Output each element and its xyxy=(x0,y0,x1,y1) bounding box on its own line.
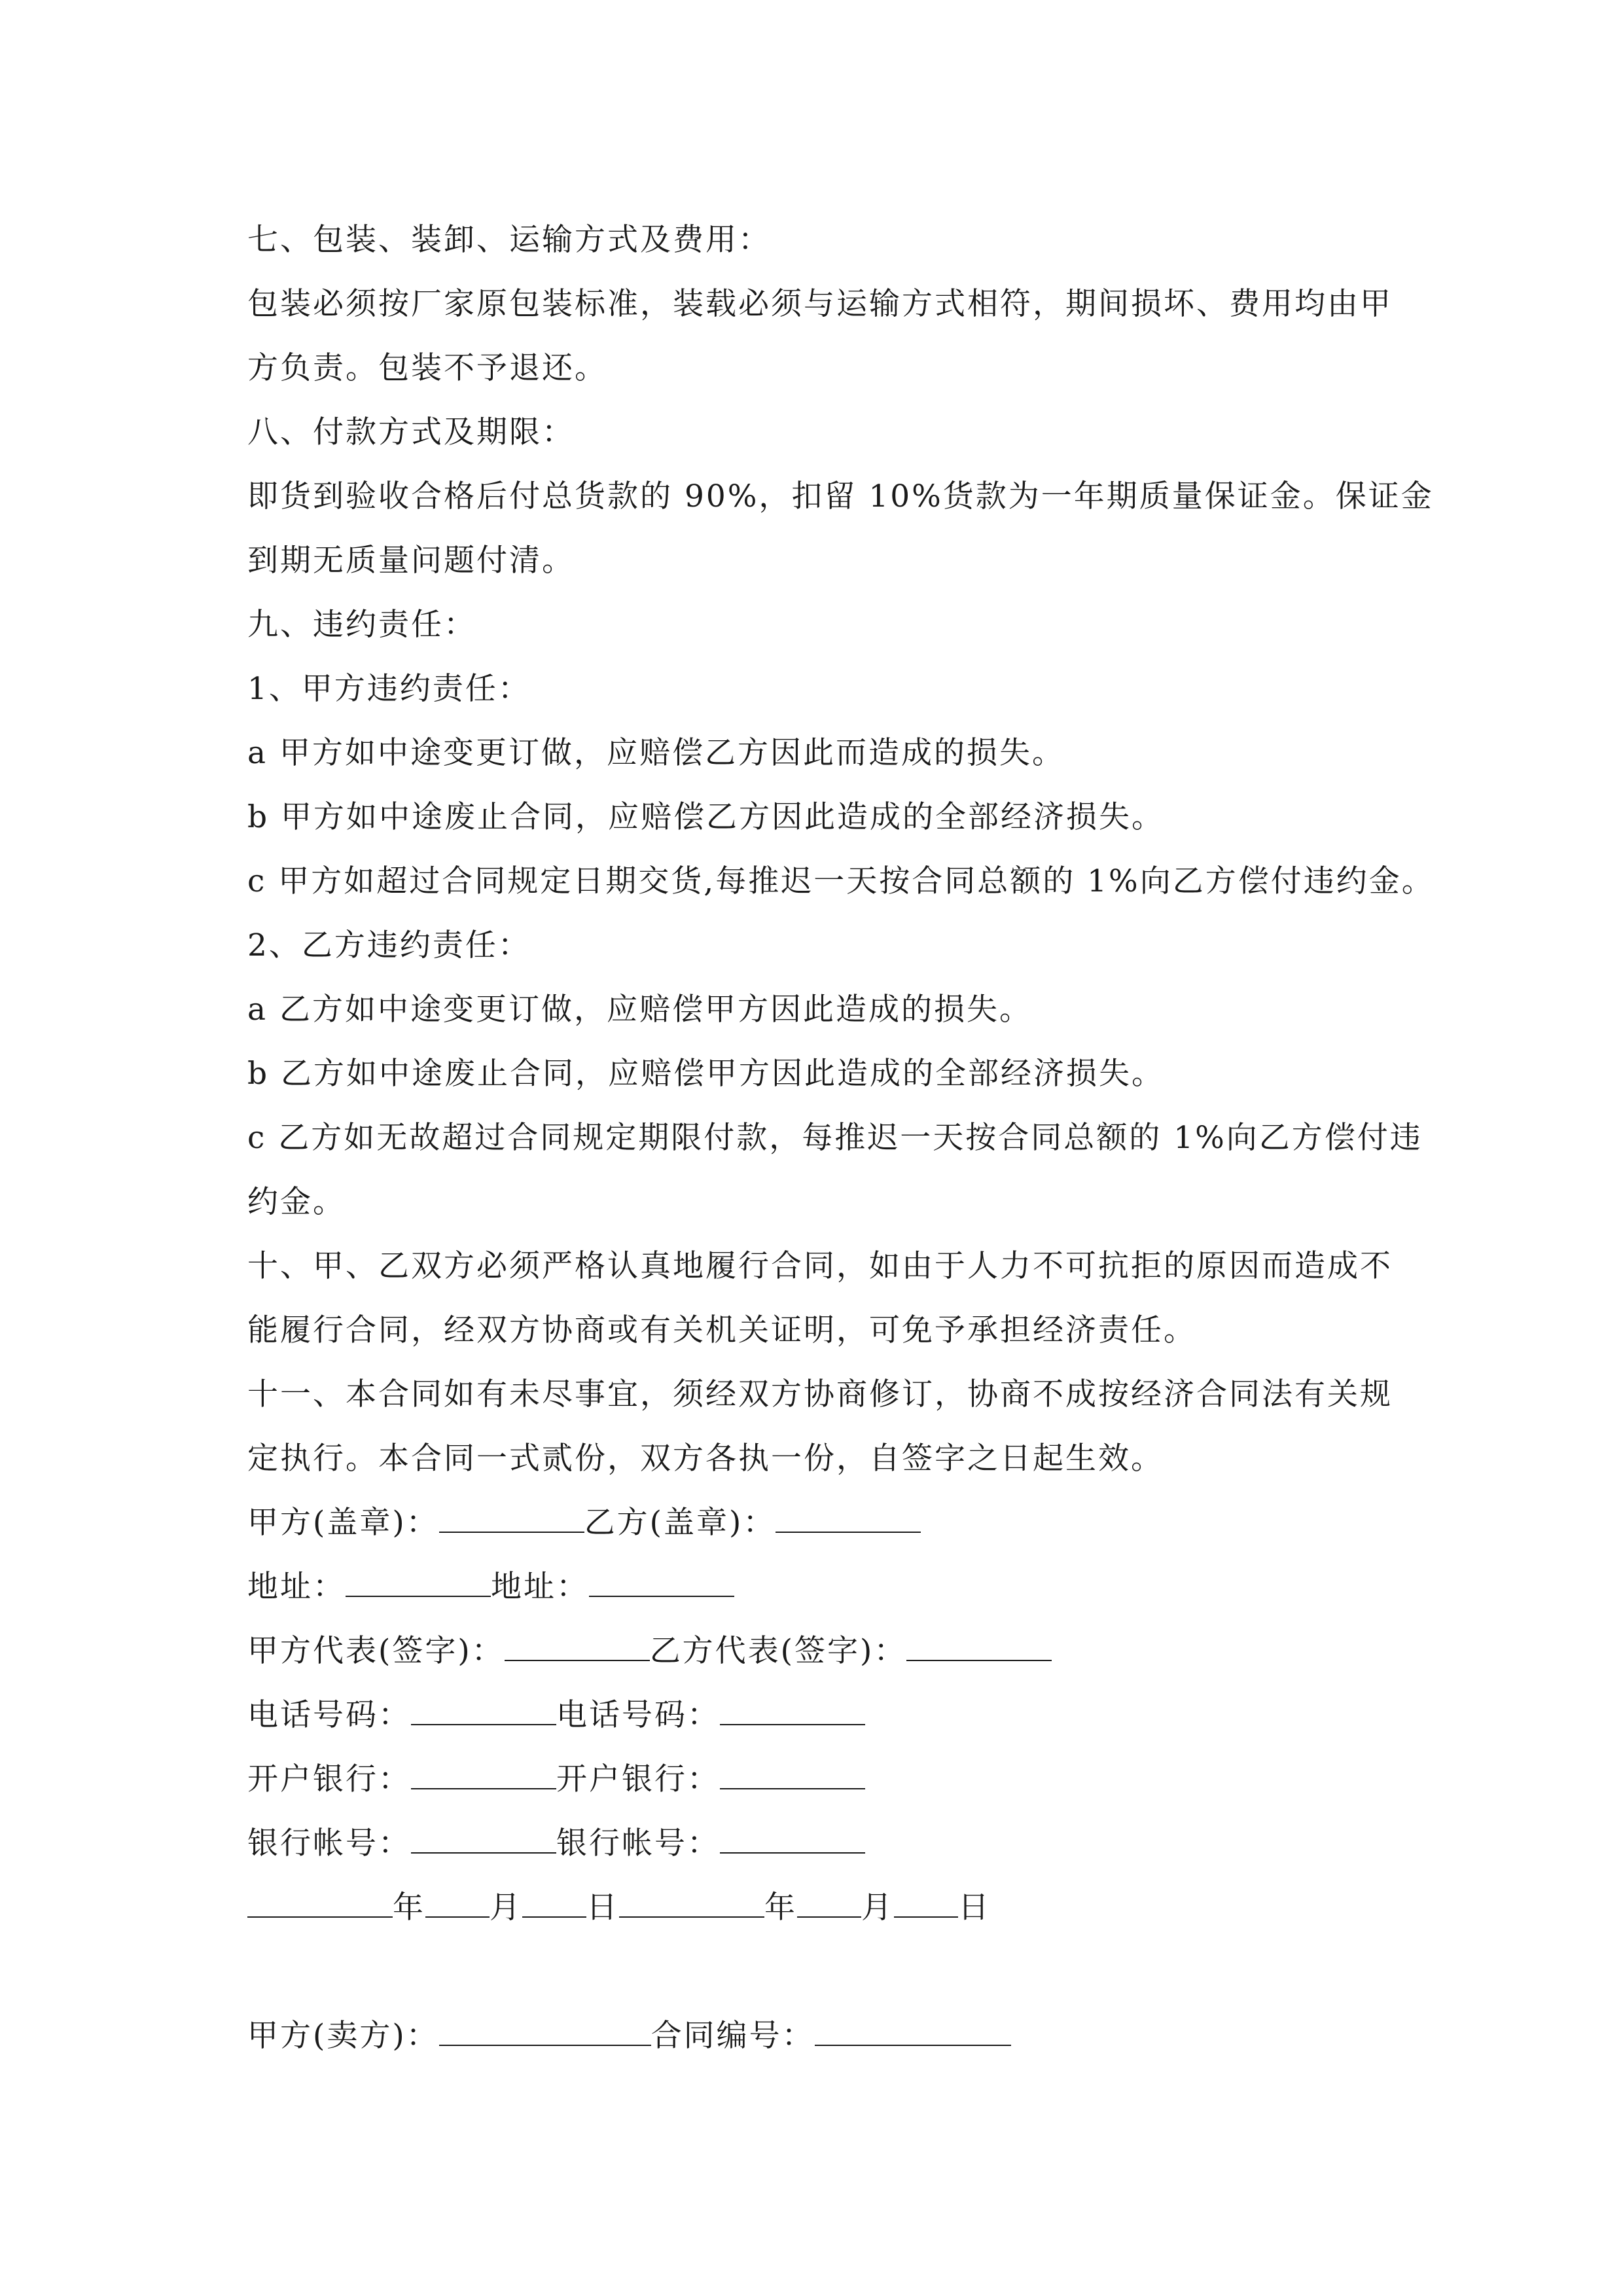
clause-9-heading: 九、违约责任： xyxy=(247,607,476,643)
seal-row xyxy=(247,1491,1399,1555)
seller-field[interactable] xyxy=(439,2008,651,2046)
phone-b-label: 电话号码： xyxy=(556,1697,720,1733)
account-a-label: 银行帐号： xyxy=(247,1825,411,1861)
paragraph-line: b 甲方如中途废止合同，应赔偿乙方因此造成的全部经济损失。 xyxy=(247,799,1165,835)
date-a-month-field[interactable] xyxy=(425,1880,490,1918)
clause-10: 十、甲、乙双方必须严格认真地履行合同，如由于人力不可抗拒的原因而造成不 xyxy=(247,1248,1393,1284)
subclause-heading: 2、乙方违约责任： xyxy=(247,927,531,963)
account-row xyxy=(247,1812,1399,1876)
address-row xyxy=(247,1555,1399,1619)
rep-a-label: 甲方代表(签字)： xyxy=(247,1633,505,1669)
party-b-seal-field[interactable] xyxy=(776,1495,921,1533)
party-a-seal-field[interactable] xyxy=(439,1495,584,1533)
paragraph-line: 能履行合同，经双方协商或有关机关证明，可免予承担经济责任。 xyxy=(247,1312,1196,1348)
party-b-seal-label: 乙方(盖章)： xyxy=(584,1505,776,1541)
bank-row xyxy=(247,1748,1399,1812)
rep-a-field[interactable] xyxy=(505,1623,650,1661)
contract-no-label: 合同编号： xyxy=(651,2018,815,2054)
address-b-field[interactable] xyxy=(589,1559,734,1597)
paragraph-line: 方负责。包装不予退还。 xyxy=(247,350,607,386)
account-b-label: 银行帐号： xyxy=(556,1825,720,1861)
paragraph-line: 到期无质量问题付清。 xyxy=(247,543,575,579)
next-contract-header-row xyxy=(247,2004,1399,2068)
day-label: 日 xyxy=(958,1890,991,1926)
contract-body xyxy=(247,208,1435,2068)
date-row xyxy=(247,1876,1399,1940)
subclause-heading: 1、甲方违约责任： xyxy=(247,671,531,707)
address-b-label: 地址： xyxy=(491,1569,589,1605)
paragraph-line: 定执行。本合同一式贰份，双方各执一份，自签字之日起生效。 xyxy=(247,1441,1164,1477)
spacer xyxy=(247,1940,1399,2004)
month-label: 月 xyxy=(490,1890,522,1926)
clause-7-heading: 七、包装、装卸、运输方式及费用： xyxy=(247,222,771,258)
paragraph-line: 约金。 xyxy=(247,1184,346,1220)
bank-b-field[interactable] xyxy=(720,1751,865,1789)
contract-no-field[interactable] xyxy=(815,2008,1011,2046)
representative-row xyxy=(247,1619,1399,1683)
paragraph-line: c 乙方如无故超过合同规定期限付款，每推迟一天按合同总额的 1%向乙方偿付违 xyxy=(247,1120,1423,1156)
bank-a-label: 开户银行： xyxy=(247,1761,411,1797)
party-a-seal-label: 甲方(盖章)： xyxy=(247,1505,439,1541)
phone-row xyxy=(247,1683,1399,1748)
address-a-field[interactable] xyxy=(346,1559,491,1597)
phone-a-field[interactable] xyxy=(411,1687,556,1725)
phone-b-field[interactable] xyxy=(720,1687,865,1725)
paragraph-line: 即货到验收合格后付总货款的 90%，扣留 10%货款为一年期质量保证金。保证金 xyxy=(247,478,1434,514)
date-a-year-field[interactable] xyxy=(247,1880,393,1918)
rep-b-field[interactable] xyxy=(906,1623,1052,1661)
date-b-month-field[interactable] xyxy=(797,1880,861,1918)
rep-b-label: 乙方代表(签字)： xyxy=(649,1633,907,1669)
day-label: 日 xyxy=(586,1890,619,1926)
phone-a-label: 电话号码： xyxy=(247,1697,411,1733)
clause-8-heading: 八、付款方式及期限： xyxy=(247,414,575,450)
paragraph-line: 包装必须按厂家原包装标准，装载必须与运输方式相符，期间损坏、费用均由甲 xyxy=(247,286,1393,322)
account-a-field[interactable] xyxy=(411,1816,556,1854)
paragraph-line: a 乙方如中途变更订做，应赔偿甲方因此造成的损失。 xyxy=(247,992,1032,1028)
year-label: 年 xyxy=(764,1890,797,1926)
address-a-label: 地址： xyxy=(247,1569,346,1605)
date-b-day-field[interactable] xyxy=(894,1880,958,1918)
date-b-year-field[interactable] xyxy=(619,1880,764,1918)
month-label: 月 xyxy=(861,1890,894,1926)
clause-11: 十一、本合同如有未尽事宜，须经双方协商修订，协商不成按经济合同法有关规 xyxy=(247,1376,1393,1412)
paragraph-line: c 甲方如超过合同规定日期交货,每推迟一天按合同总额的 1%向乙方偿付违约金。 xyxy=(247,863,1435,899)
paragraph-line: a 甲方如中途变更订做，应赔偿乙方因此而造成的损失。 xyxy=(247,735,1065,771)
date-a-day-field[interactable] xyxy=(522,1880,586,1918)
paragraph-line: b 乙方如中途废止合同，应赔偿甲方因此造成的全部经济损失。 xyxy=(247,1056,1165,1092)
bank-a-field[interactable] xyxy=(411,1751,556,1789)
seller-label: 甲方(卖方)： xyxy=(247,2018,439,2054)
year-label: 年 xyxy=(393,1890,425,1926)
account-b-field[interactable] xyxy=(720,1816,865,1854)
bank-b-label: 开户银行： xyxy=(556,1761,720,1797)
